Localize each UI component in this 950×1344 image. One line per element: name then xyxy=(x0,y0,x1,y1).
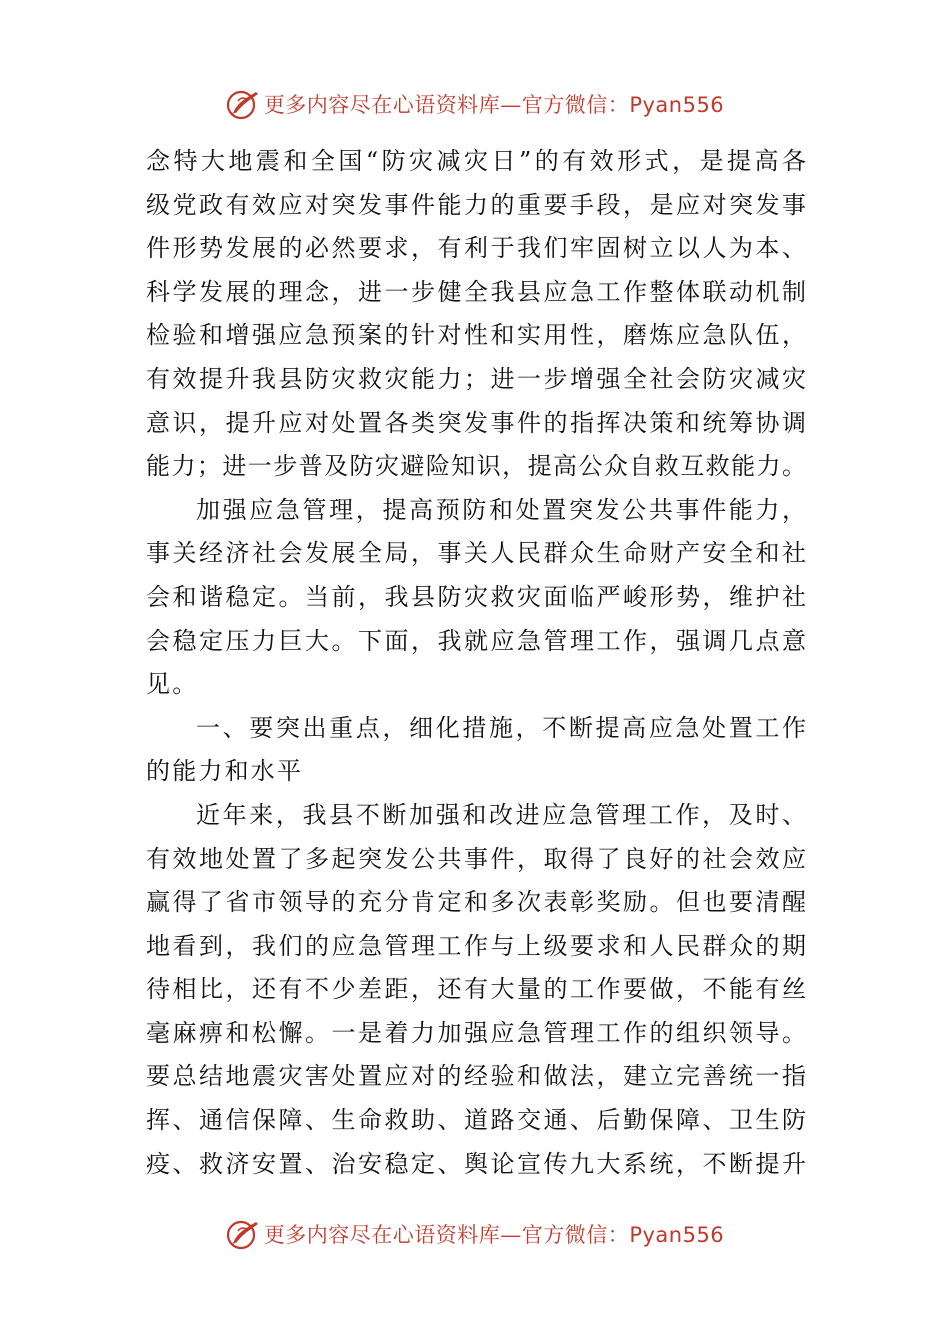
text-line: 会和谐稳定。当前，我县防灾救灾面临严峻形势，维护社 xyxy=(146,582,806,611)
header-banner-text: 更多内容尽在心语资料库—官方微信： xyxy=(263,93,630,117)
footer-banner-text: 更多内容尽在心语资料库—官方微信： xyxy=(263,1223,630,1247)
text-line: 疫、救济安置、治安稳定、舆论宣传九大系统，不断提升 xyxy=(146,1149,806,1178)
pen-logo-icon xyxy=(226,1217,260,1251)
text-line: 能力；进一步普及防灾避险知识，提高公众自救互救能力。 xyxy=(146,452,806,481)
document-body xyxy=(146,140,806,1186)
pen-logo-icon xyxy=(226,87,260,121)
text-line: 待相比，还有不少差距，还有大量的工作要做，不能有丝 xyxy=(146,975,806,1004)
section-heading-line: 的能力和水平 xyxy=(146,757,304,786)
section-heading-line: 一、要突出重点，细化措施，不断提高应急处置工作 xyxy=(196,713,806,742)
paragraph-start-line: 近年来，我县不断加强和改进应急管理工作，及时、 xyxy=(196,800,806,829)
text-line: 会稳定压力巨大。下面，我就应急管理工作，强调几点意 xyxy=(146,626,806,655)
text-line: 要总结地震灾害处置应对的经验和做法，建立完善统一指 xyxy=(146,1062,806,1091)
text-line: 挥、通信保障、生命救助、道路交通、后勤保障、卫生防 xyxy=(146,1106,806,1135)
text-line: 毫麻痹和松懈。一是着力加强应急管理工作的组织领导。 xyxy=(146,1018,806,1047)
text-line: 有效提升我县防灾救灾能力；进一步增强全社会防灾减灾 xyxy=(146,364,806,393)
text-line: 赢得了省市领导的充分肯定和多次表彰奖励。但也要清醒 xyxy=(146,888,806,917)
text-line: 意识，提升应对处置各类突发事件的指挥决策和统筹协调 xyxy=(146,408,806,437)
text-line: 地看到，我们的应急管理工作与上级要求和人民群众的期 xyxy=(146,931,806,960)
text-line: 科学发展的理念，进一步健全我县应急工作整体联动机制 xyxy=(146,277,806,306)
header-banner-wechat-id: Pyan556 xyxy=(629,93,725,117)
text-line: 检验和增强应急预案的针对性和实用性，磨炼应急队伍， xyxy=(146,321,806,350)
footer-banner-wechat-id: Pyan556 xyxy=(629,1223,725,1247)
text-line: 件形势发展的必然要求，有利于我们牢固树立以人为本、 xyxy=(146,234,806,263)
header-banner xyxy=(0,82,950,126)
paragraph-start-line: 加强应急管理，提高预防和处置突发公共事件能力， xyxy=(196,495,806,524)
text-line: 有效地处置了多起突发公共事件，取得了良好的社会效应 xyxy=(146,844,806,873)
text-line: 级党政有效应对突发事件能力的重要手段，是应对突发事 xyxy=(146,190,806,219)
text-line: 见。 xyxy=(146,670,199,699)
footer-banner xyxy=(0,1212,950,1256)
text-line: 念特大地震和全国“防灾减灾日”的有效形式，是提高各 xyxy=(146,147,806,175)
text-line: 事关经济社会发展全局，事关人民群众生命财产安全和社 xyxy=(146,539,806,568)
